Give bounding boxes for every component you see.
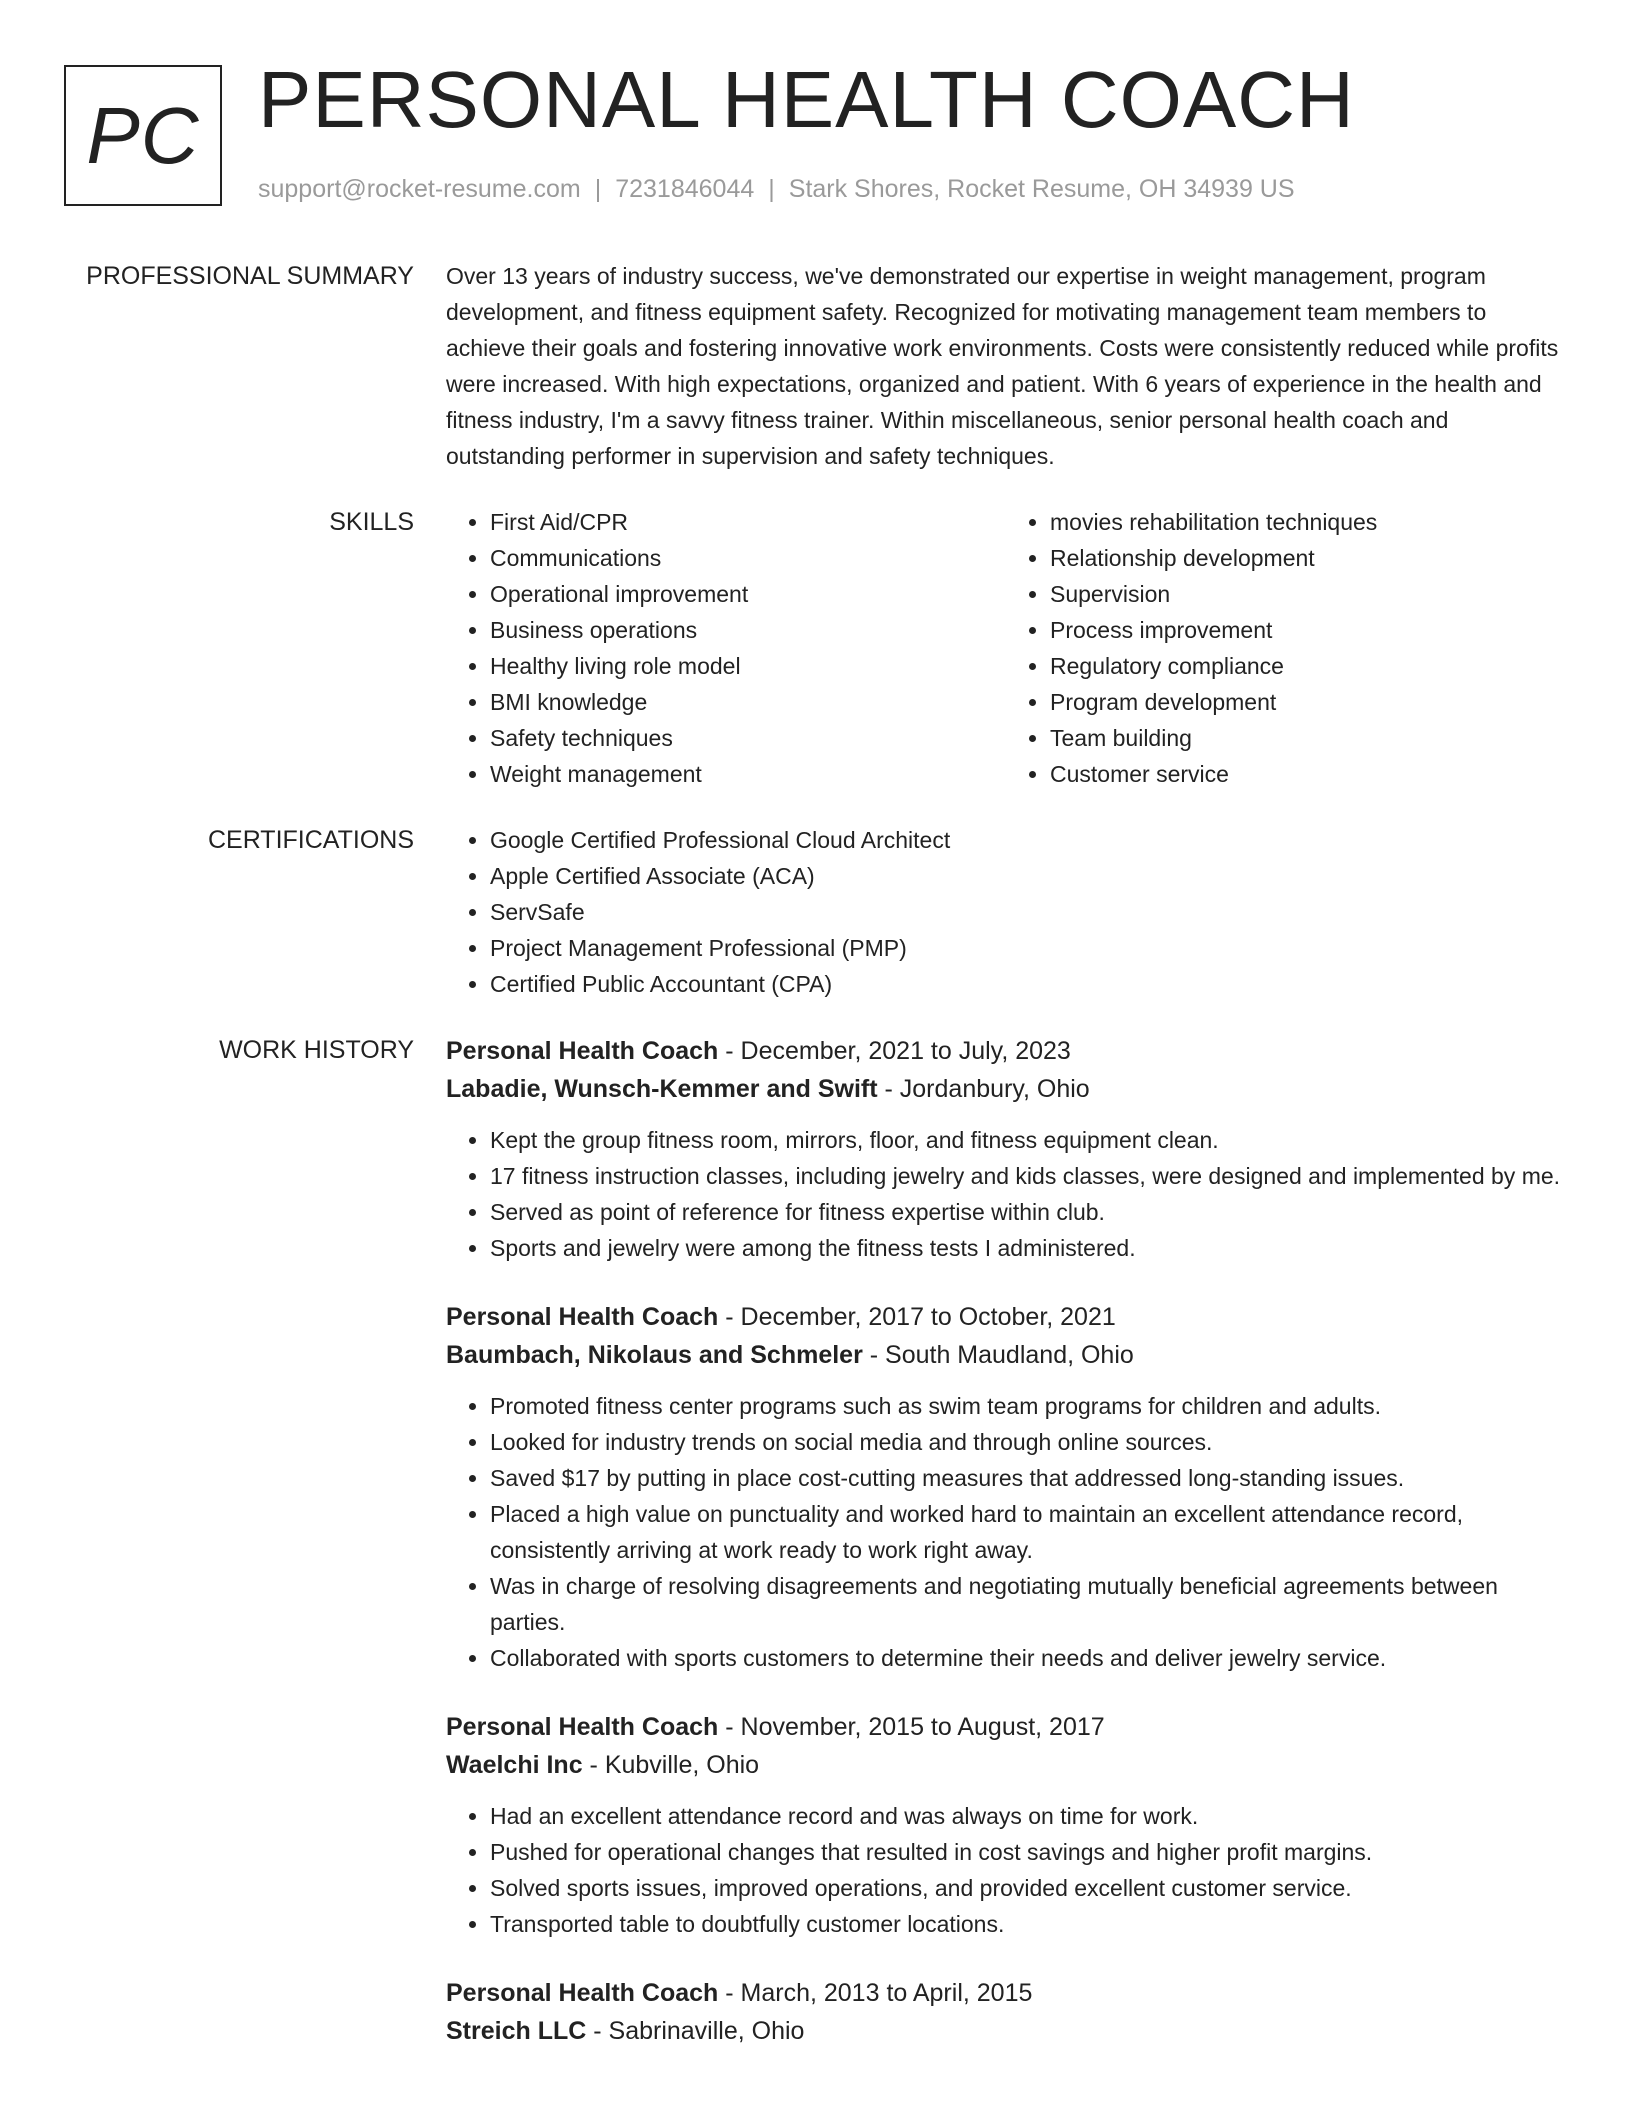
monogram-badge: PC xyxy=(64,65,222,206)
job-bullets xyxy=(446,1388,1566,1676)
skill-item: • BMI knowledge xyxy=(490,684,1006,720)
certifications-section xyxy=(0,822,1632,1002)
job-bullet: • Promoted fitness center programs such as swim team programs for children and adults. xyxy=(490,1388,1566,1424)
job-company: Streich LLC xyxy=(446,2017,587,2045)
job-title-line xyxy=(446,1708,1566,1746)
certifications-body xyxy=(446,822,1566,1002)
job-entry xyxy=(446,1974,1566,2050)
section-label: SKILLS xyxy=(329,508,414,536)
resume-title: PERSONAL HEALTH COACH xyxy=(258,55,1355,144)
skills-list-left xyxy=(446,504,1006,792)
job-location: - South Maudland, Ohio xyxy=(862,1341,1134,1369)
section-label: CERTIFICATIONS xyxy=(207,826,414,854)
job-bullet: • Saved $17 by putting in place cost-cutting measures that addressed long-standing issues. xyxy=(490,1460,1566,1496)
job-bullet: • Collaborated with sports customers to determine their needs and deliver jewelry service. xyxy=(490,1640,1566,1676)
certification-item: • Google Certified Professional Cloud Architect xyxy=(490,822,1566,858)
job-location: - Jordanbury, Ohio xyxy=(877,1075,1090,1103)
job-company-line xyxy=(446,1070,1566,1108)
job-bullet: • Sports and jewelry were among the fitness tests I administered. xyxy=(490,1230,1566,1266)
job-location: - Kubville, Ohio xyxy=(582,1751,760,1779)
job-bullet: • Solved sports issues, improved operations, and provided excellent customer service. xyxy=(490,1870,1566,1906)
job-entry xyxy=(446,1032,1566,1266)
skill-item: • Healthy living role model xyxy=(490,648,1006,684)
contact-address: Stark Shores, Rocket Resume, OH 34939 US xyxy=(788,175,1295,203)
contact-email[interactable]: support@rocket-resume.com xyxy=(258,175,581,203)
skill-item: • Relationship development xyxy=(1050,540,1566,576)
job-bullet: • Kept the group fitness room, mirrors, floor, and fitness equipment clean. xyxy=(490,1122,1566,1158)
job-title: Personal Health Coach xyxy=(446,1713,719,1741)
job-location: - Sabrinaville, Ohio xyxy=(586,2017,805,2045)
job-dates: - December, 2021 to July, 2023 xyxy=(718,1037,1071,1065)
job-company: Baumbach, Nikolaus and Schmeler xyxy=(446,1341,863,1369)
job-bullet: • Placed a high value on punctuality and worked hard to maintain an excellent attendance record, consistently arriving at work ready to work right away. xyxy=(490,1496,1566,1568)
job-title: Personal Health Coach xyxy=(446,1979,719,2007)
skill-item: • Regulatory compliance xyxy=(1050,648,1566,684)
skill-item: • movies rehabilitation techniques xyxy=(1050,504,1566,540)
job-entry xyxy=(446,1708,1566,1942)
certification-item: • Apple Certified Associate (ACA) xyxy=(490,858,1566,894)
job-bullet: • Served as point of reference for fitness expertise within club. xyxy=(490,1194,1566,1230)
summary-text: Over 13 years of industry success, we've demonstrated our expertise in weight management, program development, and fitness equipment safety. Recognized for motivating management team members to achieve their goals and fostering innovative work environments. Costs were consistently reduced while profits were increased. With high expectations, organized and patient. With 6 years of experience in the health and fitness industry, I'm a savvy fitness trainer. Within miscellaneous, senior personal health coach and outstanding performer in supervision and safety techniques. xyxy=(446,263,1559,469)
job-entry xyxy=(446,1298,1566,1676)
job-company-line xyxy=(446,2012,1566,2050)
resume-sections xyxy=(0,258,1632,2112)
contact-phone[interactable]: 7231846044 xyxy=(615,175,755,203)
skill-item: • Process improvement xyxy=(1050,612,1566,648)
job-title-line xyxy=(446,1298,1566,1336)
skill-item: • Weight management xyxy=(490,756,1006,792)
skill-item: • Team building xyxy=(1050,720,1566,756)
work-history-body xyxy=(446,1032,1566,2082)
skill-item: • Safety techniques xyxy=(490,720,1006,756)
job-company: Waelchi Inc xyxy=(446,1751,583,1779)
summary-section xyxy=(0,258,1632,474)
contact-separator: | xyxy=(768,175,775,203)
job-bullet: • Pushed for operational changes that resulted in cost savings and higher profit margins. xyxy=(490,1834,1566,1870)
job-company: Labadie, Wunsch-Kemmer and Swift xyxy=(446,1075,878,1103)
skills-body xyxy=(446,504,1566,792)
skills-list-right xyxy=(1006,504,1566,792)
job-dates: - December, 2017 to October, 2021 xyxy=(718,1303,1116,1331)
contact-separator: | xyxy=(594,175,602,203)
skill-item: • Operational improvement xyxy=(490,576,1006,612)
job-bullet: • Looked for industry trends on social media and through online sources. xyxy=(490,1424,1566,1460)
skill-item: • Supervision xyxy=(1050,576,1566,612)
skill-item: • First Aid/CPR xyxy=(490,504,1006,540)
job-bullet: • 17 fitness instruction classes, including jewelry and kids classes, were designed and implemented by me. xyxy=(490,1158,1566,1194)
certifications-list xyxy=(446,822,1566,1002)
job-company-line xyxy=(446,1336,1566,1374)
skill-item: • Program development xyxy=(1050,684,1566,720)
job-dates: - November, 2015 to August, 2017 xyxy=(718,1713,1105,1741)
job-bullets xyxy=(446,1122,1566,1266)
job-bullet: • Had an excellent attendance record and was always on time for work. xyxy=(490,1798,1566,1834)
skills-section xyxy=(0,504,1632,792)
job-title: Personal Health Coach xyxy=(446,1037,719,1065)
job-company-line xyxy=(446,1746,1566,1784)
summary-body xyxy=(446,258,1566,474)
section-label: WORK HISTORY xyxy=(219,1036,414,1064)
job-title-line xyxy=(446,1032,1566,1070)
skill-item: • Customer service xyxy=(1050,756,1566,792)
certification-item: • Certified Public Accountant (CPA) xyxy=(490,966,1566,1002)
job-bullets xyxy=(446,1798,1566,1942)
job-title: Personal Health Coach xyxy=(446,1303,719,1331)
job-title-line xyxy=(446,1974,1566,2012)
job-bullet: • Transported table to doubtfully customer locations. xyxy=(490,1906,1566,1942)
work-history-section xyxy=(0,1032,1632,2082)
job-dates: - March, 2013 to April, 2015 xyxy=(718,1979,1033,2007)
certification-item: • Project Management Professional (PMP) xyxy=(490,930,1566,966)
section-label: PROFESSIONAL SUMMARY xyxy=(86,262,414,290)
skill-item: • Communications xyxy=(490,540,1006,576)
skill-item: • Business operations xyxy=(490,612,1006,648)
job-bullet: • Was in charge of resolving disagreements and negotiating mutually beneficial agreements between parties. xyxy=(490,1568,1566,1640)
certification-item: • ServSafe xyxy=(490,894,1566,930)
contact-line xyxy=(258,175,1295,204)
